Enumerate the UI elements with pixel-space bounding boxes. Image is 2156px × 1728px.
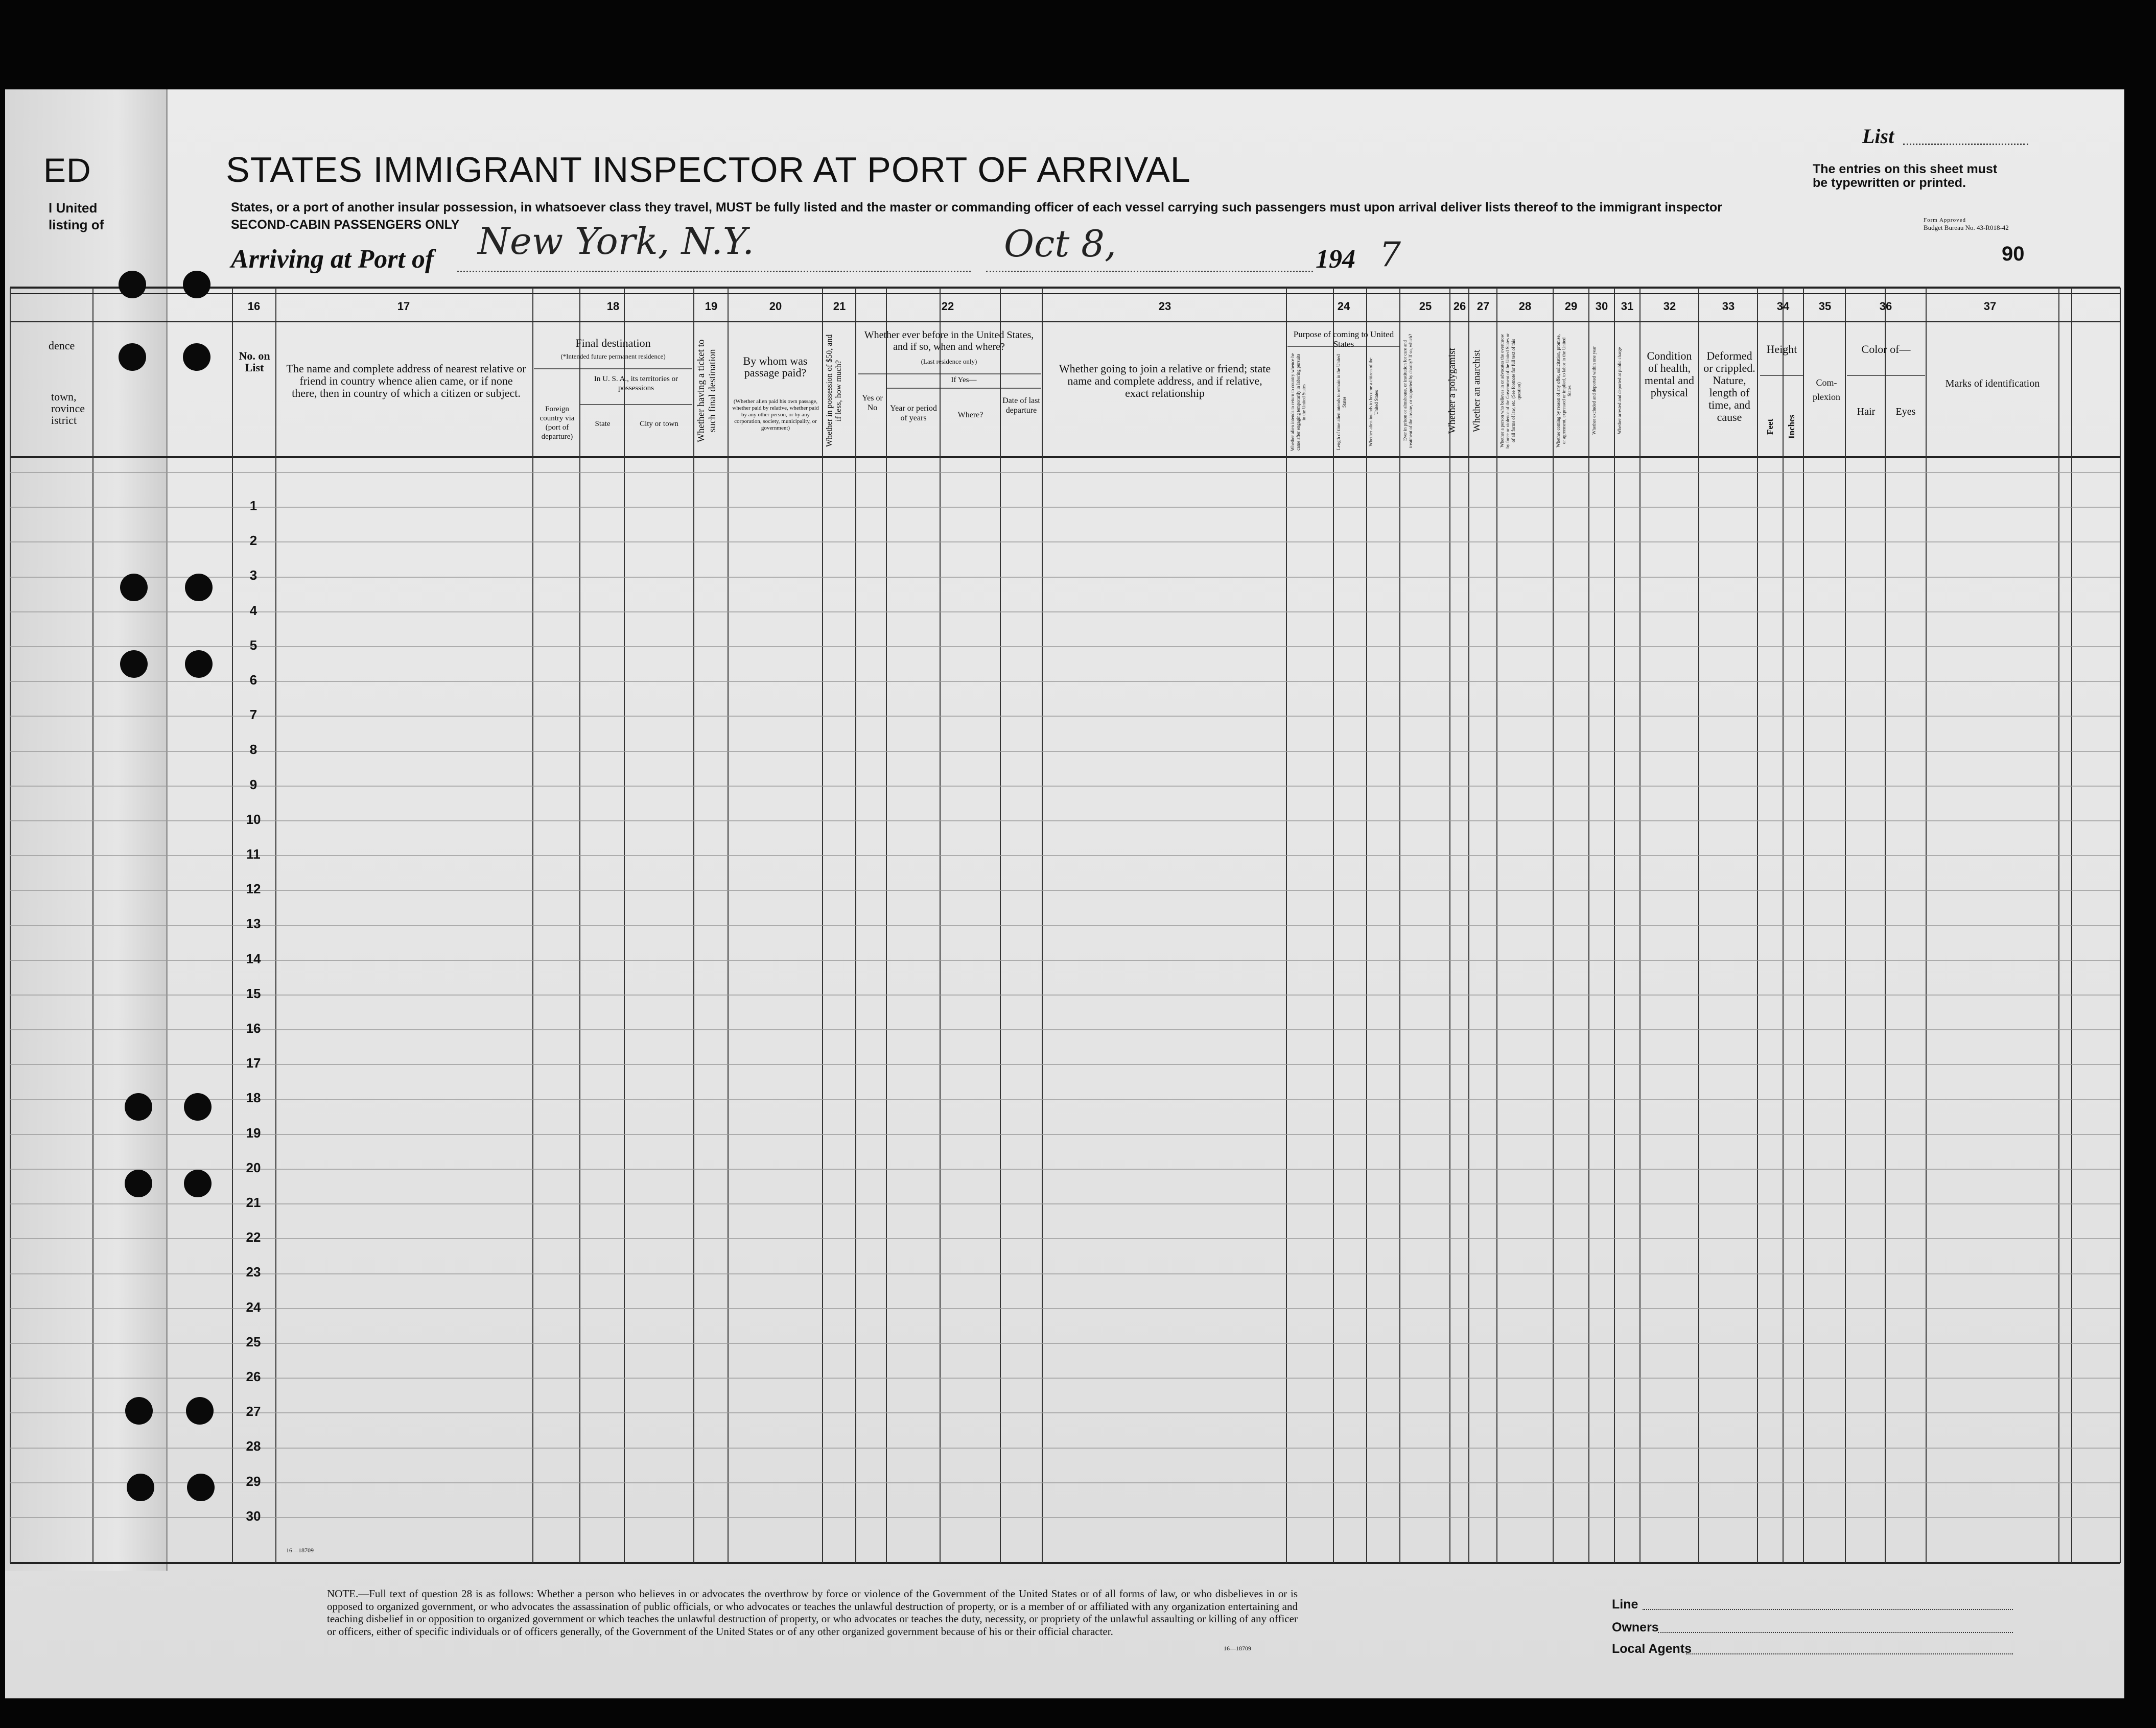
col18-state: State	[595, 420, 611, 428]
row-number: 19	[246, 1125, 261, 1141]
form-approved-1: Form Approved	[1924, 217, 1966, 223]
arriving-port-label: Arriving at Port of	[231, 245, 434, 274]
col34-header: Height	[1766, 343, 1797, 356]
row-number: 12	[246, 881, 261, 896]
row-number: 1	[249, 498, 257, 513]
punch-hole	[183, 271, 210, 298]
punch-hole	[119, 271, 146, 298]
row-number: 27	[246, 1404, 261, 1419]
col18-subtitle: (*Intended future permanent residence)	[560, 352, 666, 360]
col22-date: Date of last departure	[1002, 396, 1040, 415]
col36-eyes: Eyes	[1895, 406, 1916, 417]
column-number: 20	[769, 300, 782, 313]
col22-if-yes: If Yes—	[951, 376, 977, 384]
form-subtitle: States, or a port of another insular possession, in whatsoever class they travel, MUST be fully listed and the master or commanding officer of each vessel carrying such passengers must upon arrival deliver lists thereof to the immigrant inspector	[231, 200, 1722, 215]
row-number: 16	[246, 1021, 261, 1036]
col22-where: Where?	[957, 411, 983, 419]
col34-inches: Inches	[1787, 414, 1796, 439]
year-printed: 194	[1316, 245, 1355, 274]
col30-header: Whether excluded and deported within one year	[1591, 346, 1597, 435]
row-number: 28	[246, 1438, 261, 1454]
owners-label: Owners	[1612, 1620, 1659, 1635]
punch-hole	[120, 574, 148, 601]
row-number: 7	[249, 707, 257, 722]
form-code: 16—18709	[286, 1547, 314, 1554]
col16-header: No. on List	[239, 349, 270, 374]
left-header-fragment-2: town,	[51, 390, 77, 403]
column-number: 28	[1518, 300, 1532, 313]
entries-note-1: The entries on this sheet must	[1813, 162, 1998, 176]
left-fragment-line-2: listing of	[49, 217, 104, 232]
column-number: 16	[247, 300, 261, 313]
port-handwritten: New York, N.Y.	[478, 220, 754, 263]
row-number: 6	[249, 672, 257, 688]
row-number: 13	[246, 916, 261, 931]
col29-header: Whether coming by reason of any offer, solicitation, promise, or agreement, expressed or implied, to labor in the United States	[1556, 334, 1572, 447]
entries-note-2: be typewritten or printed.	[1813, 176, 1966, 190]
punch-hole	[119, 343, 146, 371]
col36-header: Color of—	[1861, 343, 1911, 356]
col37-header: Marks of identification	[1945, 378, 2040, 389]
column-number: 33	[1722, 300, 1735, 313]
row-number: 11	[246, 846, 261, 862]
col18-title: Final destination	[575, 337, 651, 349]
form-title: STATES IMMIGRANT INSPECTOR AT PORT OF ARRIVAL	[226, 150, 1191, 190]
col28-header: Whether a person who believes in or advocates the overthrow by force or violence of the Government of the United States or of all forms of law, etc. (See footnote for full text of this question)	[1499, 333, 1521, 448]
column-number: 31	[1621, 300, 1634, 313]
column-number: 25	[1419, 300, 1432, 313]
punch-hole	[120, 650, 148, 678]
col18-city: City or town	[640, 420, 678, 428]
form-code-2: 16—18709	[1224, 1645, 1251, 1652]
row-number: 14	[246, 951, 261, 966]
col25-header: Ever in prison or almshouse, or institution for care and treatment of the insane, or supported by charity? If so, which?	[1402, 334, 1413, 448]
row-number: 15	[246, 986, 261, 1001]
punch-hole	[185, 650, 213, 678]
col32-header: Condition of health, mental and physical	[1644, 349, 1695, 399]
column-number: 37	[1983, 300, 1997, 313]
col36-hair: Hair	[1857, 406, 1876, 417]
column-number: 32	[1663, 300, 1676, 313]
form-approved-2: Budget Bureau No. 43-R018-42	[1924, 224, 2009, 231]
left-header-fragment-4: istrict	[51, 414, 77, 427]
column-number: 18	[606, 300, 620, 313]
date-handwritten: Oct 8,	[1004, 222, 1116, 265]
cabin-class-label: SECOND-CABIN PASSENGERS ONLY	[231, 218, 460, 232]
row-number: 9	[249, 777, 257, 792]
column-number: 35	[1818, 300, 1832, 313]
list-label: List	[1862, 125, 1894, 148]
row-number: 29	[246, 1474, 261, 1489]
punch-hole	[125, 1170, 152, 1197]
column-number: 30	[1595, 300, 1608, 313]
column-number: 21	[833, 300, 846, 313]
column-number: 27	[1477, 300, 1490, 313]
punch-hole	[125, 1397, 153, 1425]
column-number: 19	[705, 300, 718, 313]
punch-hole	[183, 343, 210, 371]
row-number: 25	[246, 1334, 261, 1350]
row-number: 20	[246, 1160, 261, 1175]
column-number: 23	[1158, 300, 1171, 313]
col24-a: Whether alien intends to return to country whence he came after engaging temporarily in laboring pursuits in the United States	[1290, 353, 1306, 452]
col26-header: Whether a polygamist	[1447, 348, 1458, 434]
punch-hole	[184, 1170, 212, 1197]
col24-c: Whether alien intends to become a citizen of the United States	[1368, 358, 1379, 447]
row-number: 2	[249, 533, 257, 548]
col17-header: The name and complete address of nearest relative or friend in country whence alien came, or if none there, then in country of which a citizen or subject.	[286, 362, 526, 399]
left-header-fragment-1: dence	[49, 339, 75, 352]
footnote-question-28: NOTE.—Full text of question 28 is as follows: Whether a person who believes in or advocates the overthrow by force or violence of the Government of the United States or of all forms of law, or who disbelieves in or is opposed to organized government, or who advocates the assassination of public officials, or who advocates or teaches the unlawful destruction of property, or is a member of or affiliated with any organization entertaining and teaching disbelief in or opposition to organized government or which teaches the unlawful destruction of property, or who advocates or teaches the duty, necessity, or propriety of the unlawful assaulting or killing of any officer or officers, either of specific individuals or of officers generally, of the Government of the United States or of any other organized government because of his or their official character.	[327, 1588, 1298, 1638]
local-agents-field	[1686, 1653, 2013, 1654]
row-number: 4	[249, 603, 257, 618]
column-number: 29	[1564, 300, 1578, 313]
page-number: 90	[2002, 243, 2025, 265]
col20-note: (Whether alien paid his own passage, whether paid by relative, whether paid by any other person, or by any corporation, society, municipality, or government)	[732, 398, 819, 431]
row-number: 23	[246, 1264, 261, 1280]
column-number: 24	[1337, 300, 1350, 313]
punch-hole	[185, 574, 213, 601]
col24-b: Length of time alien intends to remain in the United States	[1336, 354, 1347, 451]
column-number: 17	[397, 300, 410, 313]
col18-usa: In U. S. A., its territories or possessions	[594, 375, 678, 392]
left-header-fragment-3: rovince	[51, 402, 85, 415]
row-number: 22	[246, 1229, 261, 1245]
punch-hole	[127, 1474, 154, 1501]
punch-hole	[186, 1397, 214, 1425]
owners-field	[1658, 1632, 2013, 1633]
row-number: 30	[246, 1508, 261, 1524]
row-number: 3	[249, 567, 257, 583]
col19-header: Whether having a ticket to such final destination	[696, 339, 718, 442]
year-handwritten: 7	[1379, 235, 1401, 274]
col27-header: Whether an anarchist	[1471, 349, 1482, 432]
row-number: 10	[246, 812, 261, 827]
col31-header: Whether arrested and deported at public charge	[1617, 347, 1622, 435]
col21-header: Whether in possession of $50, and if less, how much?	[825, 334, 843, 447]
left-fragment-title: ED	[43, 151, 91, 189]
column-number: 36	[1879, 300, 1892, 313]
col18-foreign: Foreign country via (port of departure)	[540, 405, 575, 441]
col23-header: Whether going to join a relative or friend; state name and complete address, and if relative, exact relationship	[1059, 362, 1271, 399]
col22-year: Year or period of years	[890, 404, 937, 422]
col33-header: Deformed or crippled. Nature, length of time, and cause	[1703, 349, 1755, 423]
punch-hole	[125, 1093, 152, 1121]
col22-subtitle: (Last residence only)	[921, 358, 977, 365]
column-number: 26	[1453, 300, 1466, 313]
row-number: 21	[246, 1195, 261, 1210]
row-number: 18	[246, 1090, 261, 1105]
punch-hole	[184, 1093, 212, 1121]
line-field	[1643, 1609, 2013, 1610]
left-fragment-line-1: l United	[49, 200, 98, 216]
col20-title: By whom was passage paid?	[743, 354, 808, 379]
col24-title: Purpose of coming to United States	[1293, 329, 1394, 349]
col22-title: Whether ever before in the United States, and if so, when and where?	[864, 329, 1034, 352]
col35-header: Com-plexion	[1813, 377, 1840, 402]
col22-yes-no: Yes or No	[862, 394, 883, 412]
col34-feet: Feet	[1765, 418, 1775, 435]
column-number: 34	[1776, 300, 1790, 313]
row-number: 17	[246, 1055, 261, 1071]
line-label: Line	[1612, 1597, 1638, 1612]
row-number: 5	[249, 637, 257, 653]
row-number: 26	[246, 1369, 261, 1384]
column-number: 22	[941, 300, 954, 313]
row-number: 8	[249, 742, 257, 757]
local-agents-label: Local Agents	[1612, 1642, 1692, 1656]
row-number: 24	[246, 1299, 261, 1315]
punch-hole	[187, 1474, 215, 1501]
